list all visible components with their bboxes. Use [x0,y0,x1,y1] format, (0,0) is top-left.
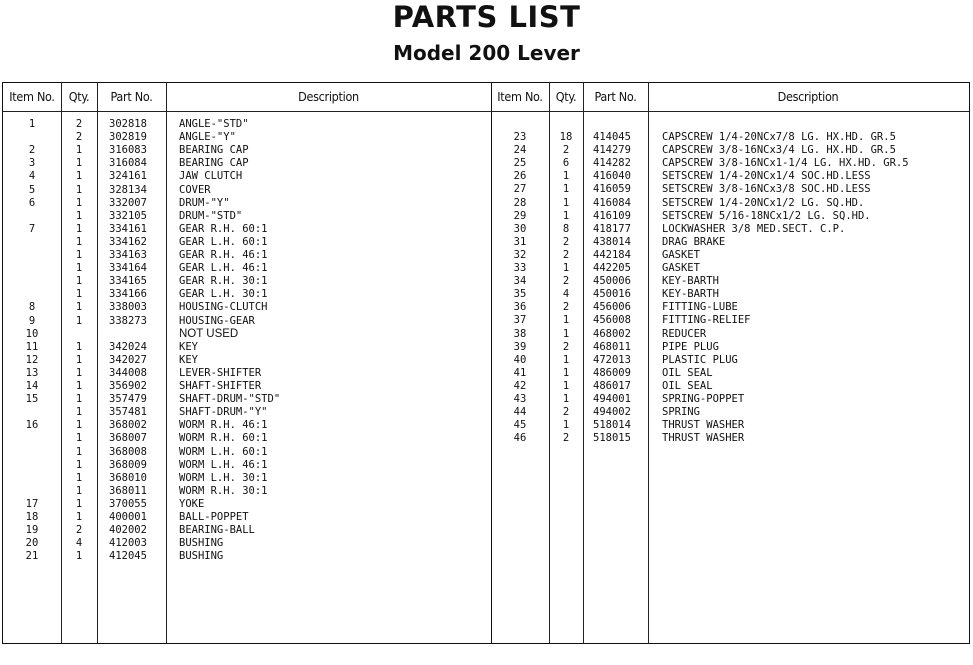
part-number: 418177 [593,222,631,235]
quantity: 8 [562,222,570,235]
table-row [3,144,969,157]
description: WORM L.H. 60:1 [179,445,268,458]
table-row [3,472,969,485]
table-row [3,550,969,563]
item-number: 2 [28,144,36,157]
quantity: 1 [562,183,570,196]
item-number: 39 [513,340,527,353]
part-number: 334166 [109,288,147,301]
item-number: 12 [25,353,39,366]
description: REDUCER [662,327,707,340]
quantity: 1 [75,511,83,523]
quantity: 1 [75,235,83,248]
quantity: 2 [562,248,570,261]
quantity: 1 [75,157,83,170]
part-number: 357481 [109,406,147,419]
part-number: 302818 [109,118,147,130]
part-number: 368002 [109,419,147,432]
parts-table [2,82,970,644]
item-number: 36 [513,301,527,314]
quantity: 1 [75,144,83,157]
description: GEAR R.H. 46:1 [179,249,268,261]
quantity: 2 [562,432,570,445]
quantity: 1 [75,406,83,419]
quantity: 1 [562,196,570,209]
table-row [3,432,969,445]
description: CAPSCREW 3/8-16NCx3/4 LG. HX.HD. GR.5 [662,144,896,157]
item-number: 10 [25,327,39,340]
part-number: 450006 [593,275,631,288]
quantity: 2 [75,118,83,130]
description: KEY-BARTH [662,275,719,288]
part-number: 334162 [109,235,147,248]
part-number: 414045 [593,131,631,143]
part-number: 334163 [109,249,147,261]
item-number: 41 [513,366,527,379]
description: GEAR R.H. 30:1 [179,275,268,288]
quantity: 1 [75,170,83,183]
quantity: 1 [562,314,570,327]
part-number: 370055 [109,497,147,510]
part-number: 368008 [109,445,147,458]
description: PLASTIC PLUG [662,353,738,366]
description: KEY-BARTH [662,288,719,301]
description: FITTING-LUBE [662,301,738,314]
header-description: Description [777,89,839,104]
header-part-no: Part No. [110,89,153,104]
part-number: 414282 [593,157,631,170]
description: WORM R.H. 60:1 [179,432,268,445]
table-row [3,314,969,327]
item-number: 40 [513,353,527,366]
table-row [3,288,969,301]
quantity: 1 [75,393,83,406]
table-row [3,341,969,354]
description: SETSCREW 1/4-20NCx1/2 LG. SQ.HD. [662,196,865,209]
part-number: 328134 [109,183,147,196]
quantity: 1 [562,366,570,379]
item-number: 14 [25,380,39,392]
part-number: 316084 [109,157,147,170]
quantity: 1 [75,249,83,261]
table-row [3,262,969,275]
table-row [3,210,969,223]
quantity: 1 [562,353,570,366]
quantity: 1 [75,222,83,235]
quantity: 1 [75,497,83,510]
description: SPRING-POPPET [662,393,745,405]
header-item-no: Item No. [497,89,543,104]
part-number: 518014 [593,419,631,432]
table-row [3,223,969,236]
table-row [3,537,969,550]
description: OIL SEAL [662,379,713,392]
description: BEARING-BALL [179,524,255,537]
item-number: 4 [28,170,36,183]
table-row [3,131,969,144]
quantity: 1 [562,262,570,274]
description: THRUST WASHER [662,419,745,432]
description: GASKET [662,262,700,274]
table-row [3,118,969,131]
item-number: 3 [28,157,36,170]
description: SHAFT-SHIFTER [179,380,262,392]
quantity: 1 [75,419,83,432]
description: SHAFT-DRUM-"STD" [179,393,281,406]
quantity: 1 [75,366,83,379]
description: WORM L.H. 46:1 [179,458,268,471]
description: YOKE [179,497,205,510]
table-row [3,380,969,393]
description: GEAR L.H. 46:1 [179,262,268,275]
description: BUSHING [179,537,224,550]
quantity: 1 [75,262,83,275]
description: BALL-POPPET [179,511,249,523]
table-row [3,183,969,196]
part-number: 468002 [593,327,631,340]
description: SPRING [662,406,700,419]
quantity: 1 [562,209,570,222]
item-number: 7 [28,222,36,235]
table-row [3,328,969,341]
quantity: 1 [75,288,83,301]
item-number: 13 [25,366,39,379]
description: WORM L.H. 30:1 [179,471,268,484]
table-row [3,236,969,249]
table-row [3,301,969,314]
part-number: 494002 [593,406,631,419]
header-item-no: Item No. [9,89,55,104]
quantity: 1 [75,340,83,353]
part-number: 414279 [593,144,631,157]
part-number: 416059 [593,183,631,196]
item-number: 44 [513,406,527,419]
item-number: 1 [28,118,36,130]
part-number: 402002 [109,524,147,537]
item-number: 23 [513,131,527,143]
part-number: 412045 [109,550,147,563]
description: CAPSCREW 3/8-16NCx1-1/4 LG. HX.HD. GR.5 [662,157,909,170]
part-number: 342027 [109,353,147,366]
table-row [3,406,969,419]
description: WORM R.H. 46:1 [179,419,268,432]
item-number: 35 [513,288,527,301]
description: ANGLE-"STD" [179,118,249,130]
table-row [3,511,969,524]
table-row [3,393,969,406]
quantity: 1 [75,458,83,471]
description: GEAR R.H. 60:1 [179,222,268,235]
description: GASKET [662,248,700,261]
item-number: 43 [513,393,527,405]
part-number: 332007 [109,196,147,209]
table-row [3,459,969,472]
quantity: 1 [75,301,83,314]
part-number: 338003 [109,301,147,314]
quantity: 1 [562,393,570,405]
description: SETSCREW 1/4-20NCx1/4 SOC.HD.LESS [662,170,871,183]
item-number: 6 [28,196,36,209]
quantity: 1 [75,484,83,497]
quantity: 1 [562,379,570,392]
quantity: 2 [562,340,570,353]
description: DRUM-"Y" [179,196,230,209]
description: BUSHING [179,550,224,563]
description: KEY [179,340,198,353]
part-number: 486009 [593,366,631,379]
table-row [3,367,969,380]
item-number: 46 [513,432,527,445]
table-row [3,157,969,170]
description: HOUSING-GEAR [179,314,255,327]
item-number: 17 [25,497,39,510]
quantity: 2 [562,235,570,248]
description: SETSCREW 5/16-18NCx1/2 LG. SQ.HD. [662,209,871,222]
item-number: 19 [25,524,39,537]
part-number: 456008 [593,314,631,327]
part-number: 416040 [593,170,631,183]
quantity: 1 [75,183,83,196]
part-number: 338273 [109,314,147,327]
description: SHAFT-DRUM-"Y" [179,406,268,419]
table-row [3,524,969,537]
quantity: 1 [75,196,83,209]
table-row [3,498,969,511]
description: SETSCREW 3/8-16NCx3/8 SOC.HD.LESS [662,183,871,196]
part-number: 332105 [109,209,147,222]
item-number: 8 [28,301,36,314]
quantity: 1 [75,550,83,563]
item-number: 42 [513,379,527,392]
part-number: 334165 [109,275,147,288]
item-number: 38 [513,327,527,340]
description: HOUSING-CLUTCH [179,301,268,314]
description: LEVER-SHIFTER [179,366,262,379]
item-number: 32 [513,248,527,261]
part-number: 368007 [109,432,147,445]
item-number: 37 [513,314,527,327]
description: FITTING-RELIEF [662,314,751,327]
description: DRUM-"STD" [179,209,243,222]
item-number: 28 [513,196,527,209]
table-row [3,170,969,183]
description: BEARING CAP [179,157,249,170]
header-description: Description [298,89,359,104]
item-number: 34 [513,275,527,288]
item-number: 24 [513,144,527,157]
item-number: 30 [513,222,527,235]
quantity: 2 [562,144,570,157]
description: THRUST WASHER [662,432,745,445]
table-row [3,419,969,432]
part-number: 442184 [593,248,631,261]
header-part-no: Part No. [594,89,637,104]
part-number: 316083 [109,144,147,157]
item-number: 27 [513,183,527,196]
description: ANGLE-"Y" [179,131,236,144]
quantity: 2 [75,524,83,537]
page-title: PARTS LIST [392,0,581,34]
part-number: 442205 [593,262,631,274]
table-row [3,249,969,262]
description: WORM R.H. 30:1 [179,484,268,497]
part-number: 334164 [109,262,147,275]
part-number: 400001 [109,511,147,523]
description: DRAG BRAKE [662,235,726,248]
description: BEARING CAP [179,144,249,157]
table-row [3,354,969,367]
quantity: 1 [562,327,570,340]
description: PIPE PLUG [662,340,719,353]
description: OIL SEAL [662,366,713,379]
table-row [3,197,969,210]
quantity: 2 [562,301,570,314]
part-number: 302819 [109,131,147,144]
description: JAW CLUTCH [179,170,243,183]
description: NOT USED [179,327,239,340]
description: KEY [179,353,198,366]
description: GEAR L.H. 30:1 [179,288,268,301]
item-number: 31 [513,235,527,248]
part-number: 416109 [593,209,631,222]
description: CAPSCREW 1/4-20NCx7/8 LG. HX.HD. GR.5 [662,131,896,143]
part-number: 494001 [593,393,631,405]
header-separator [3,111,969,112]
part-number: 357479 [109,393,147,406]
part-number: 368010 [109,471,147,484]
item-number: 5 [28,183,36,196]
description: COVER [179,183,211,196]
item-number: 20 [25,537,39,550]
item-number: 25 [513,157,527,170]
item-number: 16 [25,419,39,432]
quantity: 1 [75,314,83,327]
table-row [3,275,969,288]
quantity: 1 [75,432,83,445]
part-number: 450016 [593,288,631,301]
part-number: 368011 [109,484,147,497]
description: GEAR L.H. 60:1 [179,235,268,248]
table-row [3,446,969,459]
item-number: 15 [25,393,39,406]
item-number: 9 [28,314,36,327]
quantity: 2 [562,406,570,419]
item-number: 11 [25,340,39,353]
item-number: 45 [513,419,527,432]
part-number: 412003 [109,537,147,550]
part-number: 486017 [593,379,631,392]
quantity: 4 [75,537,83,550]
quantity: 1 [75,471,83,484]
quantity: 1 [75,353,83,366]
item-number: 18 [25,511,39,523]
header-qty: Qty. [68,89,90,104]
item-number: 33 [513,262,527,274]
part-number: 368009 [109,458,147,471]
quantity: 1 [75,275,83,288]
header-qty: Qty. [555,89,577,104]
item-number: 26 [513,170,527,183]
part-number: 342024 [109,340,147,353]
quantity: 2 [562,275,570,288]
quantity: 1 [562,170,570,183]
part-number: 472013 [593,353,631,366]
part-number: 344008 [109,366,147,379]
part-number: 356902 [109,380,147,392]
item-number: 21 [25,550,39,563]
part-number: 518015 [593,432,631,445]
quantity: 18 [559,131,573,143]
quantity: 6 [562,157,570,170]
quantity: 4 [562,288,570,301]
part-number: 324161 [109,170,147,183]
item-number: 29 [513,209,527,222]
part-number: 468011 [593,340,631,353]
part-number: 456006 [593,301,631,314]
part-number: 416084 [593,196,631,209]
quantity: 2 [75,131,83,144]
quantity: 1 [562,419,570,432]
quantity: 1 [75,380,83,392]
part-number: 438014 [593,235,631,248]
quantity: 1 [75,445,83,458]
description: LOCKWASHER 3/8 MED.SECT. C.P. [662,222,846,235]
quantity: 1 [75,209,83,222]
page-subtitle: Model 200 Lever [393,41,580,65]
table-row [3,485,969,498]
part-number: 334161 [109,222,147,235]
